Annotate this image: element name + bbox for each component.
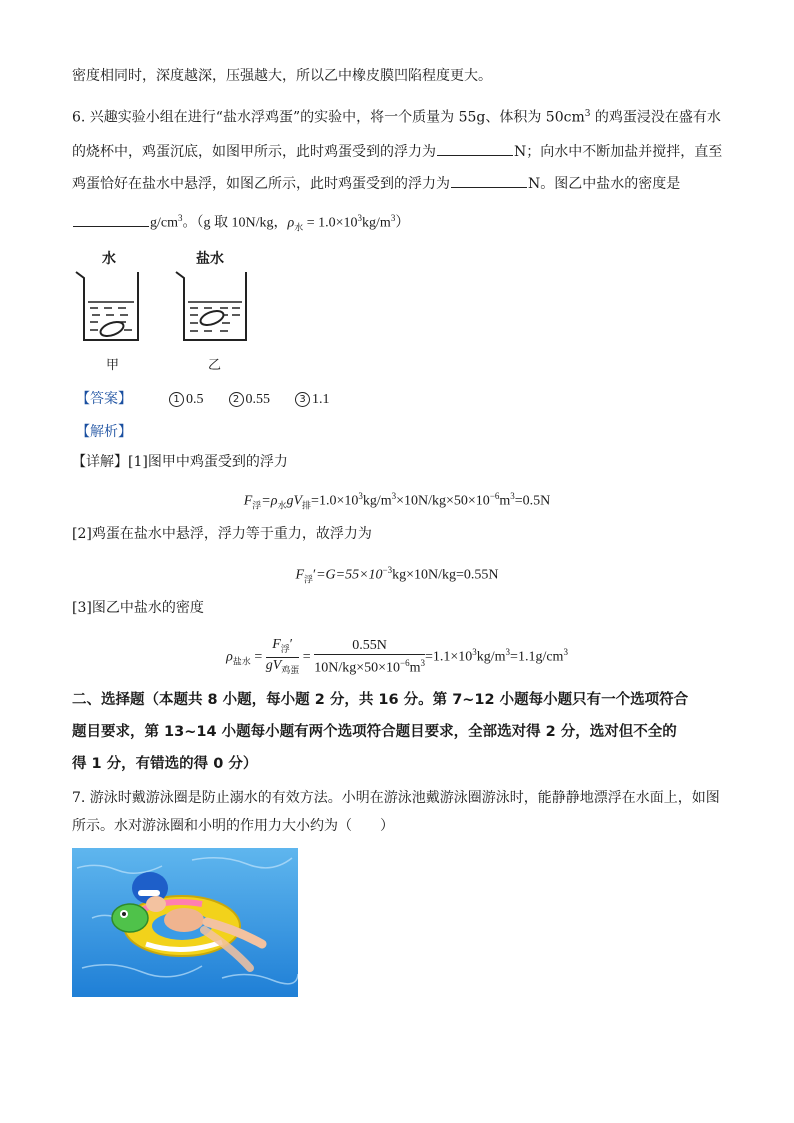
beaker-drawing — [72, 266, 262, 376]
analysis-label: 【解析】 — [76, 424, 132, 440]
eq-symbol: ρ — [226, 649, 233, 665]
eq-sub: 水 — [277, 500, 287, 511]
eq-text: 0.55N — [314, 638, 425, 655]
eq-sup: 3 — [505, 647, 511, 657]
eq-sup: 3 — [563, 647, 568, 657]
eq-sup: −6 — [489, 491, 500, 501]
eq-sub: 浮 — [252, 500, 262, 511]
q6-text: 6. 兴趣实验小组在进行“盐水浮鸡蛋”的实验中，将一个质量为 55g、体积为 50cm — [72, 109, 585, 126]
q6-sub: 水 — [294, 222, 304, 233]
q6-text: 鸡蛋恰好在盐水中悬浮，如图乙所示，此时鸡蛋受到的浮力为 — [72, 176, 450, 192]
beaker-label-water: 水 — [102, 251, 116, 267]
eq-sup: 3 — [391, 491, 397, 501]
eq-sup: −3 — [382, 565, 393, 575]
eq-sup: 3 — [472, 647, 477, 657]
eq-sup: 3 — [358, 491, 363, 501]
eq-sup: 3 — [510, 491, 515, 501]
eq-text: ′ — [289, 637, 293, 653]
eq-text: kg/m — [362, 493, 392, 509]
fraction-1 — [266, 637, 300, 678]
eq-sub: 排 — [302, 500, 312, 511]
eq-sub: 鸡蛋 — [281, 664, 300, 675]
eq-text: =1.0×10 — [311, 493, 359, 509]
answer-blank-2[interactable] — [451, 172, 527, 188]
q6-text: N；向水中不断加盐并搅拌，直至 — [514, 144, 723, 160]
q6-text: ） — [395, 215, 410, 231]
answer-value-3: 1.1 — [312, 392, 330, 407]
q6-line-3 — [72, 172, 680, 194]
beaker-water — [76, 272, 138, 340]
detail-text: [1]图甲中鸡蛋受到的浮力 — [128, 454, 288, 470]
beaker-caption-left: 甲 — [106, 358, 120, 373]
section-2-heading-line-2: 题目要求，第 13~14 小题每小题有两个选项符合题目要求，全部选对得 2 分，选对但不全的 — [72, 724, 677, 740]
q6-text: N。图乙中盐水的密度是 — [528, 176, 681, 192]
equation-1 — [0, 486, 794, 515]
eq-text: m — [409, 660, 421, 676]
detail-step-2: [2]鸡蛋在盐水中悬浮，浮力等于重力，故浮力为 — [72, 526, 372, 542]
eq-text: kg/m — [476, 649, 506, 665]
eq-text: ×10N/kg×50×10 — [396, 493, 490, 509]
eq-text: =G=55×10 — [316, 567, 383, 583]
answer-value-1: 0.5 — [186, 392, 204, 407]
detail-label: 【详解】 — [72, 454, 128, 470]
equation-3: $\rho_{盐水}$ = $\frac{F_浮'}{gV_{鸡蛋}}$ = $\frac{0.55N}{10N/kg\times 50\times 10^{-6}m^3}$ $=1.1\times 10^3kg/m^3=1.1g/cm^3$ — [226, 637, 568, 676]
q6-line-1 — [72, 104, 721, 128]
answer-blank-3[interactable] — [73, 211, 149, 227]
eq-text: =1.1g/cm — [510, 649, 564, 665]
answer-blank-1[interactable] — [437, 140, 513, 156]
circled-number-3: 3 — [295, 392, 310, 407]
q6-line-2 — [72, 140, 722, 162]
eq-text: 10N/kg×50×10 — [314, 660, 400, 676]
eq-sub: 浮 — [280, 643, 290, 654]
continuation-text: 密度相同时，深度越深，压强越大，所以乙中橡皮膜凹陷程度更大。 — [72, 68, 492, 84]
eq-sub: 盐水 — [232, 656, 251, 667]
q6-text: = 1.0×10 — [303, 215, 358, 231]
q6-text: 的烧杯中，鸡蛋沉底，如图甲所示，此时鸡蛋受到的浮力为 — [72, 144, 436, 160]
eq-sub: 浮 — [304, 574, 314, 585]
eq-symbol: gV — [265, 657, 282, 673]
q6-sup: 3 — [357, 213, 363, 223]
beaker-figure — [72, 244, 262, 376]
beaker-saltwater — [176, 272, 246, 340]
swimming-photo — [72, 848, 298, 997]
beaker-caption-right: 乙 — [208, 358, 222, 373]
circled-number-2: 2 — [229, 392, 244, 407]
eq-sup: −6 — [400, 658, 410, 669]
detail-step-1 — [72, 452, 288, 472]
eq-symbol: =ρ — [261, 493, 278, 509]
eq-symbol: F — [243, 493, 253, 509]
beaker-label-saltwater: 盐水 — [196, 251, 224, 267]
q6-text: kg/m — [362, 215, 391, 231]
q6-text: 。（g 取 10N/kg， — [182, 215, 288, 231]
section-2-heading-line-1: 二、选择题（本题共 8 小题，每小题 2 分，共 16 分。第 7~12 小题每小题只有一个选项符合 — [72, 692, 689, 708]
eq-text: ′ — [313, 567, 317, 583]
circled-number-1: 1 — [169, 392, 184, 407]
equation-2 — [0, 560, 794, 589]
answer-label: 【答案】 — [76, 392, 132, 407]
eq-symbol: F — [295, 567, 305, 583]
q6-sup: 3 — [390, 213, 396, 223]
eq-symbol: gV — [286, 493, 303, 509]
rho-symbol: ρ — [287, 215, 295, 231]
q6-sup: 3 — [584, 109, 591, 119]
q6-line-4 — [72, 208, 409, 237]
q7-line-1: 7. 游泳时戴游泳圈是防止溺水的有效方法。小明在游泳池戴游泳圈游泳时，能静静地漂浮在水面上，如图 — [72, 790, 720, 806]
q6-sup: 3 — [178, 213, 183, 223]
eq-text: m — [499, 493, 511, 509]
q6-text: g/cm — [150, 215, 178, 231]
detail-step-3: [3]图乙中盐水的密度 — [72, 600, 204, 616]
q6-text: 的鸡蛋浸没在盛有水 — [590, 109, 721, 126]
q7-line-2: 所示。水对游泳圈和小明的作用力大小约为（ ） — [72, 818, 394, 834]
answer-line — [76, 390, 330, 410]
section-2-heading-line-3: 得 1 分，有错选的得 0 分） — [72, 756, 258, 772]
eq-text: =0.5N — [514, 493, 551, 509]
eq-sup: 3 — [420, 658, 425, 669]
eq-text: =1.1×10 — [424, 649, 473, 665]
eq-text: kg×10N/kg=0.55N — [392, 567, 499, 583]
eq-symbol: F — [272, 637, 281, 653]
fraction-2 — [314, 638, 425, 677]
answer-value-2: 0.55 — [245, 392, 270, 407]
